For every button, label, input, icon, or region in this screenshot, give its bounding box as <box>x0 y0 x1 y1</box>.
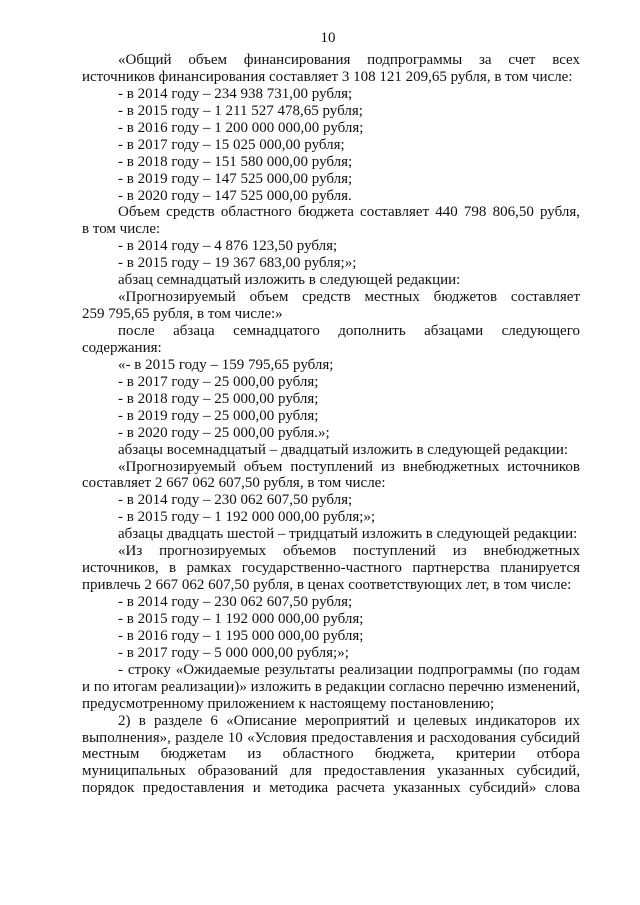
text-line: выполнения», разделе 10 «Условия предоставления и расходования субсидий <box>82 729 580 746</box>
text-line: - в 2019 году – 25 000,00 рубля; <box>118 407 319 424</box>
text-line: «Прогнозируемый объем поступлений из внебюджетных источников <box>118 458 580 475</box>
text-line: и по итогам реализации)» изложить в редакции согласно перечню изменений, <box>82 678 580 695</box>
text-line: - в 2015 году – 1 192 000 000,00 рубля; <box>118 610 364 627</box>
text-line: - в 2018 году – 151 580 000,00 рубля; <box>118 153 353 170</box>
text-line: предусмотренному приложением к настоящему постановлению; <box>82 695 495 712</box>
text-line: привлечь 2 667 062 607,50 рубля, в ценах соответствующих лет, в том числе: <box>82 577 572 594</box>
text-line: 2) в разделе 6 «Описание мероприятий и целевых индикаторов их <box>118 712 580 729</box>
text-line: «Общий объем финансирования подпрограммы за счет всех <box>118 52 580 68</box>
text-line: - в 2019 году – 147 525 000,00 рубля; <box>118 170 353 187</box>
text-line: составляет 2 667 062 607,50 рубля, в том числе: <box>82 475 386 492</box>
text-line: абзац семнадцатый изложить в следующей редакции: <box>118 272 461 289</box>
text-line: местным бюджетам из областного бюджета, критерии отбора <box>82 746 580 763</box>
text-line: источников финансирования составляет 3 108 121 209,65 рубля, в том числе: <box>82 68 573 85</box>
text-line: порядок предоставления и методика расчета указанных субсидий» слова <box>82 780 580 797</box>
text-line: в том числе: <box>82 221 161 238</box>
document-body <box>82 52 580 797</box>
text-line: «- в 2015 году – 159 795,65 рубля; <box>118 356 334 373</box>
text-line: - в 2015 году – 19 367 683,00 рубля;»; <box>118 255 357 272</box>
text-line: - в 2014 году – 230 062 607,50 рубля; <box>118 492 353 509</box>
text-line: - в 2018 году – 25 000,00 рубля; <box>118 390 319 407</box>
text-line: - в 2020 году – 147 525 000,00 рубля. <box>118 187 352 204</box>
text-line: - в 2020 году – 25 000,00 рубля.»; <box>118 424 330 441</box>
text-line: муниципальных образований для предоставления указанных субсидий, <box>82 763 580 780</box>
text-line: «Из прогнозируемых объемов поступлений из внебюджетных <box>118 543 580 560</box>
text-line: содержания: <box>82 339 162 356</box>
page-number: 10 <box>320 30 336 46</box>
text-line: - в 2015 году – 1 192 000 000,00 рубля;»; <box>118 509 376 526</box>
text-line: источников, в рамках государственно-частного партнерства планируется <box>82 560 580 577</box>
text-line: - в 2015 году – 1 211 527 478,65 рубля; <box>118 102 363 119</box>
text-line: абзацы двадцать шестой – тридцатый изложить в следующей редакции: <box>118 526 578 543</box>
text-line: - в 2017 году – 5 000 000,00 рубля;»; <box>118 644 349 661</box>
text-line: - в 2014 году – 234 938 731,00 рубля; <box>118 85 353 102</box>
text-line: - в 2014 году – 230 062 607,50 рубля; <box>118 594 353 610</box>
text-line: «Прогнозируемый объем средств местных бюджетов составляет <box>118 289 580 306</box>
text-line: - строку «Ожидаемые результаты реализации подпрограммы (по годам <box>118 661 580 678</box>
text-line: - в 2016 году – 1 200 000 000,00 рубля; <box>118 119 364 136</box>
text-line: - в 2016 году – 1 195 000 000,00 рубля; <box>118 627 364 644</box>
text-line: 259 795,65 рубля, в том числе:» <box>82 306 283 323</box>
text-line: - в 2017 году – 15 025 000,00 рубля; <box>118 136 345 153</box>
text-line: Объем средств областного бюджета составляет 440 798 806,50 рубля, <box>118 204 580 221</box>
text-line: - в 2014 году – 4 876 123,50 рубля; <box>118 238 338 255</box>
document-page <box>82 30 580 797</box>
text-line: - в 2017 году – 25 000,00 рубля; <box>118 373 319 390</box>
text-line: абзацы восемнадцатый – двадцатый изложить в следующей редакции: <box>118 441 569 458</box>
text-line: после абзаца семнадцатого дополнить абзацами следующего <box>118 323 580 339</box>
